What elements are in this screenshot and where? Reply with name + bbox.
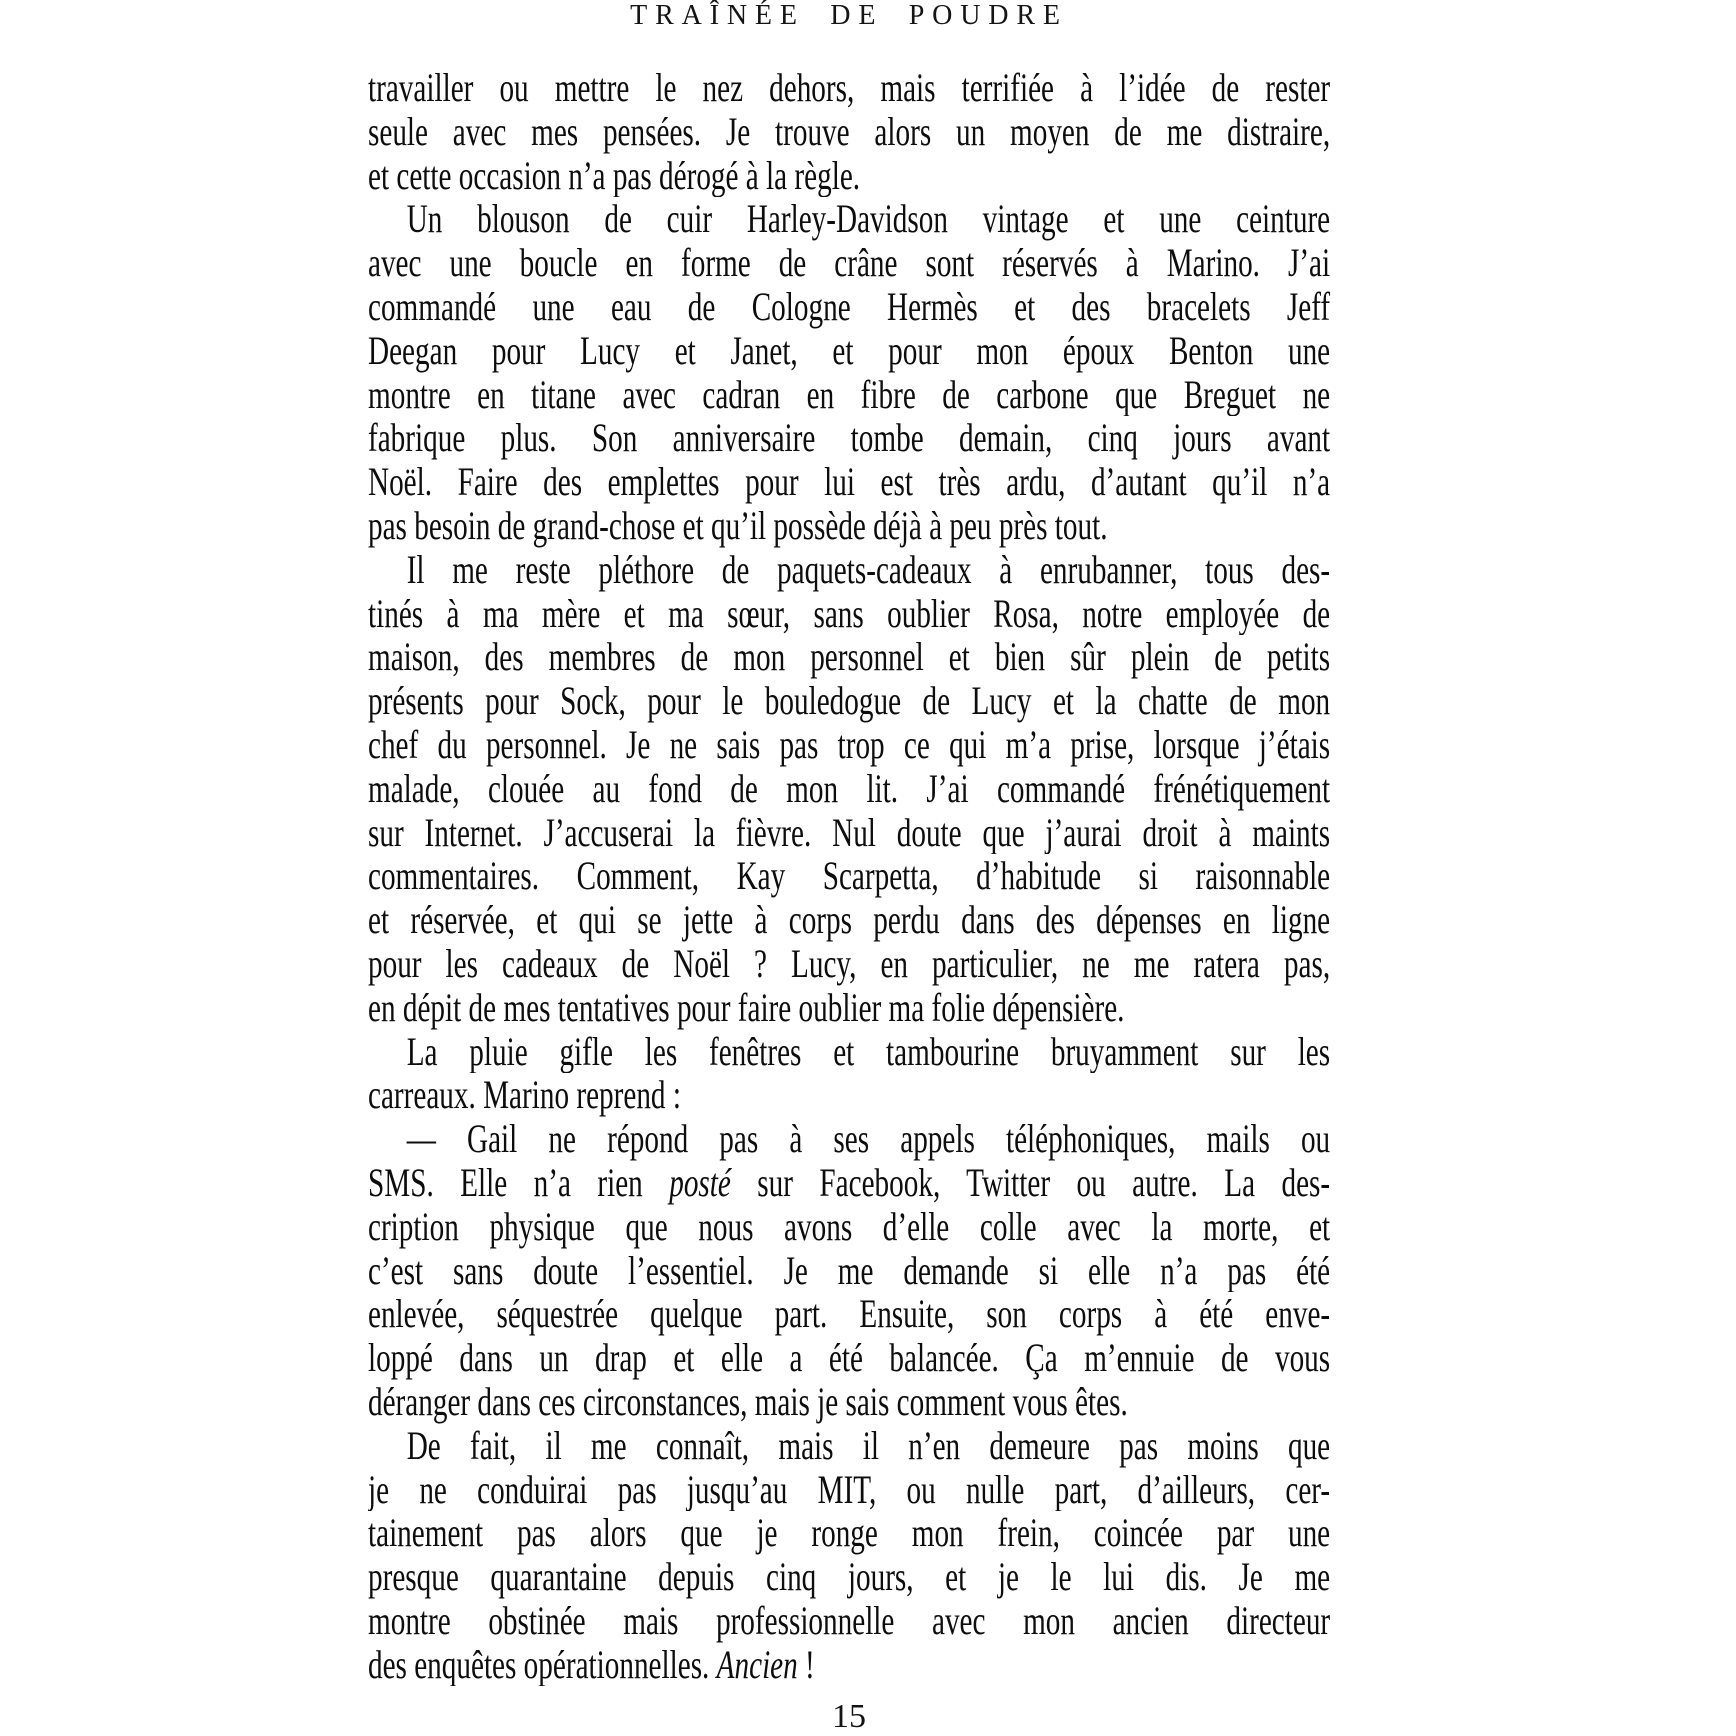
text-line: commandé une eau de Cologne Hermès et des bracelets Jeff xyxy=(368,284,1331,329)
text-line: travailler ou mettre le nez dehors, mais terrifiée à l’idée de rester xyxy=(368,66,1331,110)
text-line: cription physique que nous avons d’elle colle avec la morte, et xyxy=(368,1204,1331,1249)
text-line: chef du personnel. Je ne sais pas trop ce qui m’a prise, lorsque j’étais xyxy=(368,722,1331,767)
text-line: Il me reste pléthore de paquets-cadeaux à enrubanner, tous des- xyxy=(406,547,1331,592)
text-line: loppé dans un drap et elle a été balancée. Ça m’ennuie de vous xyxy=(368,1336,1331,1380)
text-line: en dépit de mes tentatives pour faire oublier ma folie dépensière. xyxy=(368,985,1125,1030)
text-line: tinés à ma mère et ma sœur, sans oublier Rosa, notre employée de xyxy=(368,591,1331,636)
text-line: avec une boucle en forme de crâne sont réservés à Marino. J’ai xyxy=(368,241,1331,285)
paragraph xyxy=(368,1424,1330,1687)
text-line: SMS. Elle n’a rien posté sur Facebook, Twitter ou autre. La des- xyxy=(368,1160,1331,1205)
text-line: Noël. Faire des emplettes pour lui est très ardu, d’autant qu’il n’a xyxy=(368,460,1331,504)
text-line: et cette occasion n’a pas dérogé à la règle. xyxy=(368,153,861,198)
text-line: tainement pas alors que je ronge mon frein, coincée par une xyxy=(368,1511,1331,1556)
text-line: présents pour Sock, pour le bouledogue de Lucy et la chatte de mon xyxy=(368,679,1331,723)
text-line: fabrique plus. Son anniversaire tombe demain, cinq jours avant xyxy=(368,416,1331,461)
body-text xyxy=(368,66,1330,1686)
text-line: c’est sans doute l’essentiel. Je me demande si elle n’a pas été xyxy=(368,1248,1331,1293)
paragraph xyxy=(368,1117,1330,1424)
text-line: des enquêtes opérationnelles. Ancien ! xyxy=(368,1642,815,1687)
text-line: déranger dans ces circonstances, mais je sais comment vous êtes. xyxy=(368,1379,1128,1424)
text-line: malade, clouée au fond de mon lit. J’ai commandé frénétiquement xyxy=(368,766,1331,811)
paragraph xyxy=(368,1030,1330,1118)
text-line: commentaires. Comment, Kay Scarpetta, d’habitude si raisonnable xyxy=(368,854,1331,899)
text-line: carreaux. Marino reprend : xyxy=(368,1073,681,1118)
text-line: pas besoin de grand-chose et qu’il possède déjà à peu près tout. xyxy=(368,503,1108,548)
running-header: TRAÎNÉE DE POUDRE xyxy=(630,0,1068,31)
text-line: Un blouson de cuir Harley-Davidson vintage et une ceinture xyxy=(406,197,1331,242)
text-line: enlevée, séquestrée quelque part. Ensuite, son corps à été enve- xyxy=(368,1292,1331,1337)
text-line: montre obstinée mais professionnelle avec mon ancien directeur xyxy=(368,1598,1331,1643)
text-line: maison, des membres de mon personnel et bien sûr plein de petits xyxy=(368,635,1331,680)
text-line: sur Internet. J’accuserai la fièvre. Nul doute que j’aurai droit à maints xyxy=(368,810,1331,855)
text-line: La pluie gifle les fenêtres et tambourine bruyamment sur les xyxy=(406,1029,1331,1074)
text-line: De fait, il me connaît, mais il n’en demeure pas moins que xyxy=(406,1423,1331,1468)
page-number: 15 xyxy=(832,1698,866,1735)
text-line: je ne conduirai pas jusqu’au MIT, ou nulle part, d’ailleurs, cer- xyxy=(368,1467,1331,1512)
text-line: presque quarantaine depuis cinq jours, et je le lui dis. Je me xyxy=(368,1555,1331,1599)
text-line: et réservée, et qui se jette à corps perdu dans des dépenses en ligne xyxy=(368,898,1331,942)
paragraph xyxy=(368,197,1330,547)
text-line: pour les cadeaux de Noël ? Lucy, en particulier, ne me ratera pas, xyxy=(368,941,1331,986)
text-line: montre en titane avec cadran en fibre de carbone que Breguet ne xyxy=(368,372,1331,417)
paragraph xyxy=(368,548,1330,1030)
text-line: Deegan pour Lucy et Janet, et pour mon époux Benton une xyxy=(368,328,1331,373)
text-line: — Gail ne répond pas à ses appels téléphoniques, mails ou xyxy=(406,1117,1331,1161)
paragraph xyxy=(368,66,1330,197)
text-line: seule avec mes pensées. Je trouve alors un moyen de me distraire, xyxy=(368,109,1331,154)
